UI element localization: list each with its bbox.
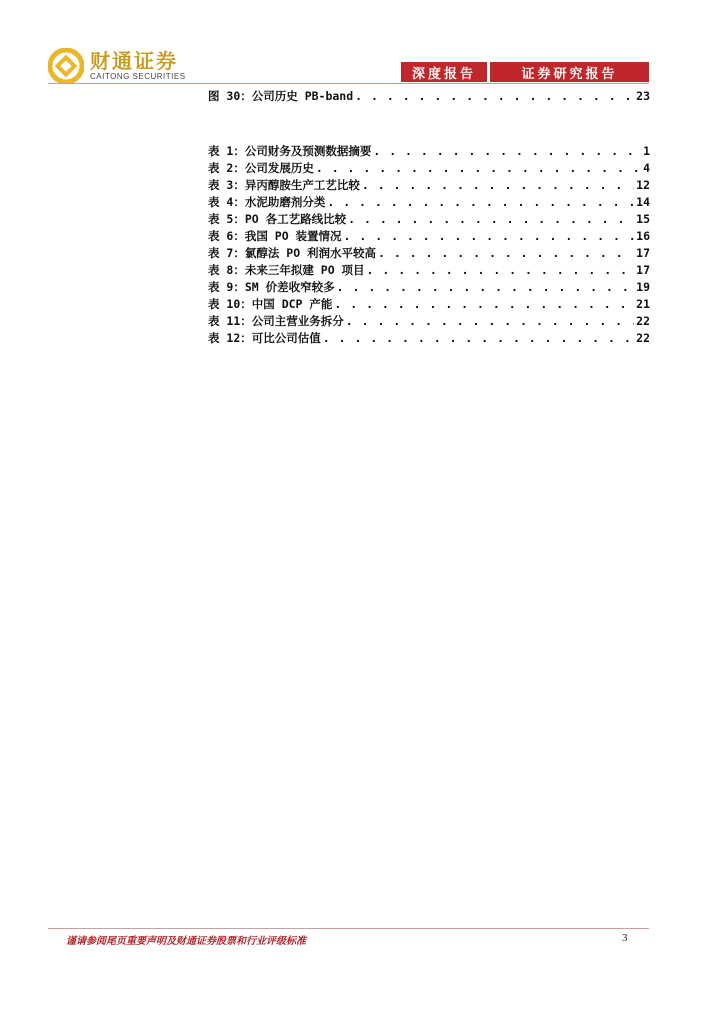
toc-entry-page: 17 xyxy=(636,246,650,260)
coin-logo-icon xyxy=(48,48,84,84)
toc-entry[interactable] xyxy=(208,211,650,228)
toc-leader-dots xyxy=(346,314,634,328)
logo-chinese-name: 财通证券 xyxy=(90,49,178,73)
toc-leader-dots xyxy=(373,144,641,158)
toc-entry[interactable] xyxy=(208,330,650,347)
toc-leader-dots xyxy=(355,89,634,103)
toc-entry-page: 15 xyxy=(636,212,650,226)
toc-entry-title: 表 1：公司财务及预测数据摘要 xyxy=(208,144,372,158)
toc-entry-title: 表 3：异丙醇胺生产工艺比较 xyxy=(208,178,360,192)
company-logo xyxy=(48,48,186,84)
toc-entry-page: 22 xyxy=(636,331,650,345)
toc-entry-page: 23 xyxy=(636,89,650,103)
toc-leader-dots xyxy=(334,297,634,311)
toc-entry[interactable] xyxy=(208,279,650,296)
toc-entry-page: 19 xyxy=(636,280,650,294)
table-list xyxy=(208,143,650,347)
toc-leader-dots xyxy=(323,331,634,345)
footer-disclaimer: 谨请参阅尾页重要声明及财通证券股票和行业评级标准 xyxy=(66,936,306,947)
toc-entry[interactable] xyxy=(208,177,650,194)
toc-entry-page: 4 xyxy=(643,161,650,175)
toc-entry-title: 表 12：可比公司估值 xyxy=(208,331,321,345)
toc-entry-title: 表 2：公司发展历史 xyxy=(208,161,314,175)
toc-entry-title: 表 7：氯醇法 PO 利润水平较高 xyxy=(208,246,377,260)
logo-english-name: CAITONG SECURITIES xyxy=(90,72,186,81)
toc-entry-title: 表 8：未来三年拟建 PO 项目 xyxy=(208,263,365,277)
toc-entry[interactable] xyxy=(208,313,650,330)
figure-list xyxy=(208,88,650,105)
toc-entry-title: 图 30：公司历史 PB-band xyxy=(208,89,354,103)
toc-entry-title: 表 11：公司主营业务拆分 xyxy=(208,314,344,328)
toc-entry[interactable] xyxy=(208,160,650,177)
toc-entry[interactable] xyxy=(208,262,650,279)
toc-entry-title: 表 6：我国 PO 装置情况 xyxy=(208,229,342,243)
toc-entry-page: 1 xyxy=(643,144,650,158)
report-category-tab: 证券研究报告 xyxy=(490,62,649,82)
toc-leader-dots xyxy=(367,263,635,277)
toc-entry-page: 12 xyxy=(636,178,650,192)
toc-leader-dots xyxy=(362,178,634,192)
toc-entry-title: 表 9：SM 价差收窄较多 xyxy=(208,280,335,294)
toc-entry-page: 21 xyxy=(636,297,650,311)
toc-leader-dots xyxy=(316,161,641,175)
header-tabs xyxy=(401,62,649,82)
toc-entry[interactable] xyxy=(208,88,650,105)
toc-entry-title: 表 5：PO 各工艺路线比较 xyxy=(208,212,347,226)
toc-leader-dots xyxy=(378,246,634,260)
toc-entry[interactable] xyxy=(208,245,650,262)
toc-entry-page: 17 xyxy=(636,263,650,277)
page-number: 3 xyxy=(622,932,628,944)
toc-entry-page: 14 xyxy=(636,195,650,209)
toc-leader-dots xyxy=(348,212,634,226)
toc-entry[interactable] xyxy=(208,143,650,160)
toc-entry[interactable] xyxy=(208,194,650,211)
toc-entry-title: 表 4：水泥助磨剂分类 xyxy=(208,195,326,209)
toc-leader-dots xyxy=(337,280,635,294)
toc-entry-page: 16 xyxy=(636,229,650,243)
report-type-tab: 深度报告 xyxy=(401,62,487,82)
footer-divider xyxy=(48,928,649,929)
toc-entry[interactable] xyxy=(208,228,650,245)
toc-leader-dots xyxy=(327,195,634,209)
header-divider xyxy=(48,83,649,84)
toc-leader-dots xyxy=(344,229,635,243)
toc-entry-title: 表 10：中国 DCP 产能 xyxy=(208,297,333,311)
toc-entry-page: 22 xyxy=(636,314,650,328)
toc-entry[interactable] xyxy=(208,296,650,313)
